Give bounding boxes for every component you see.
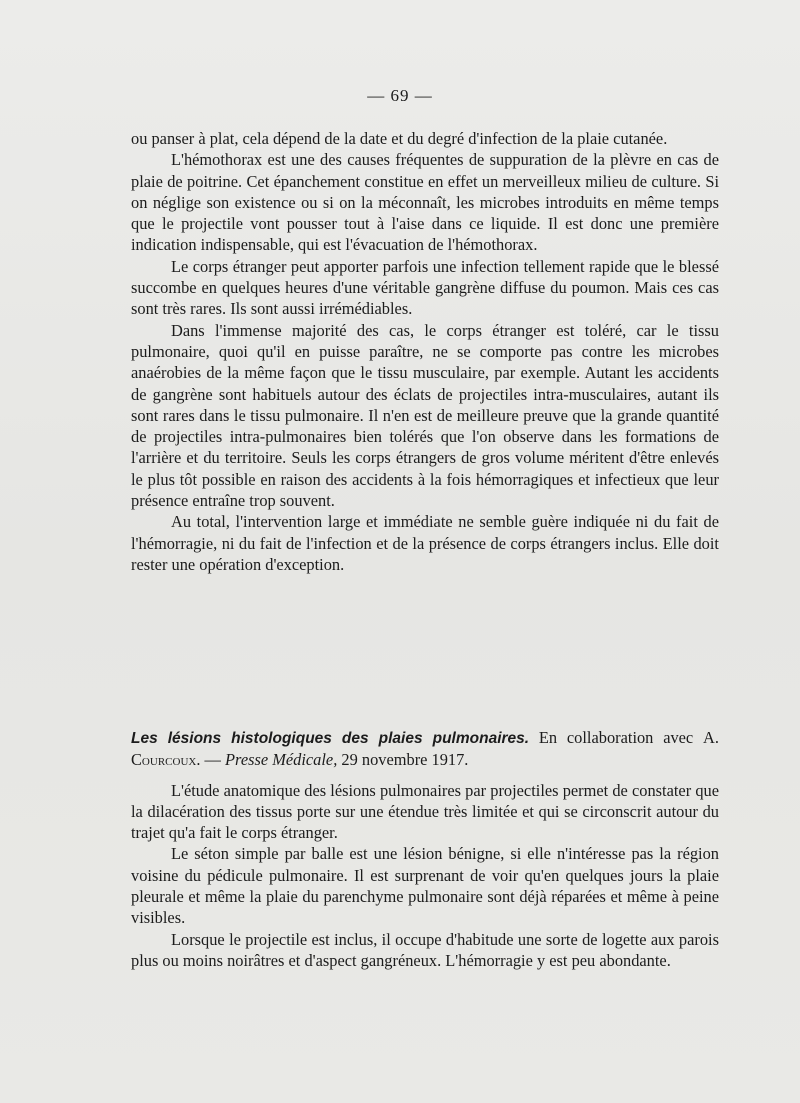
paragraph: L'étude anatomique des lésions pulmonaires par projectiles permet de constater que la dilacération des tissus porte sur une étendue très limitée et qui se circonscrit autour du trajet qu'a fait le corps étranger.	[131, 780, 719, 843]
publication-reference	[131, 727, 719, 771]
paragraph: ou panser à plat, cela dépend de la date et du degré d'infection de la plaie cutanée.	[131, 129, 668, 148]
collaboration-label: En collaboration avec	[538, 728, 694, 747]
publication-date: 29 novembre 1917.	[341, 750, 469, 770]
coauthor-name: A. Courcoux.	[131, 728, 719, 770]
paragraph: Au total, l'intervention large et immédiate ne semble guère indiquée ni du fait de l'hémorragie, ni du fait de l'infection et de la présence de corps étrangers inclus. Elle doit rester une opération d'exception.	[131, 512, 719, 574]
paragraph: Le corps étranger peut apporter parfois une infection tellement rapide que le blessé succombe en quelques heures d'une véritable gangrène diffuse du poumon. Mais ces cas sont très rares. Ils sont aussi irrémédiables.	[131, 256, 719, 319]
publication-title: Les lésions histologiques des plaies pulmonaires.	[131, 730, 530, 747]
paragraph: Le séton simple par balle est une lésion bénigne, si elle n'intéresse pas la région voisine du pédicule pulmonaire. Il est surprenant de voir qu'en quelques jours la plaie pleurale et même la plaie du parenchyme pulmonaire sont déjà réparées et même à peine visibles.	[131, 844, 719, 928]
paragraph: Lorsque le projectile est inclus, il occupe d'habitude une sorte de logette aux parois plus ou moins noirâtres et d'aspect gangréneux. L'hémorragie y est peu abondante.	[131, 929, 719, 970]
journal-name: Presse Médicale,	[225, 750, 338, 770]
page-number: — 69 —	[367, 86, 433, 105]
reference-dash: —	[200, 750, 226, 770]
paragraph: L'hémothorax est une des causes fréquentes de suppuration de la plèvre en cas de plaie de poitrine. Cet épanchement constitue en effet un merveilleux milieu de culture. Si on néglige son existence ou si on la méconnaît, les microbes introduits en même temps que le projectile vont pousser tout à l'aise dans ce liquide. Il est donc une première indication indispensable, qui est l'évacuation de l'hémothorax.	[131, 150, 719, 255]
paragraph: Dans l'immense majorité des cas, le corps étranger est toléré, car le tissu pulmonaire, quoi qu'il en puisse paraître, ne se comporte pas contre les microbes anaérobies de la même façon que le tissu musculaire, par exemple. Autant les accidents de gangrène sont habituels autour des éclats de projectiles intra-musculaires, autant ils sont rares dans le tissu pulmonaire. Il n'en est de meilleure preuve que la grande quantité de projectiles intra-pulmonaires bien tolérés que l'on observe dans les formations de l'arrière et du territoire. Seuls les corps étrangers de gros volume méritent d'être enlevés le plus tôt possible en raison des accidents à la fois hémorragiques et infectieux que leur présence entraîne trop souvent.	[131, 320, 719, 511]
section-histological-lesions	[131, 727, 719, 971]
section-infection-text	[131, 128, 719, 575]
